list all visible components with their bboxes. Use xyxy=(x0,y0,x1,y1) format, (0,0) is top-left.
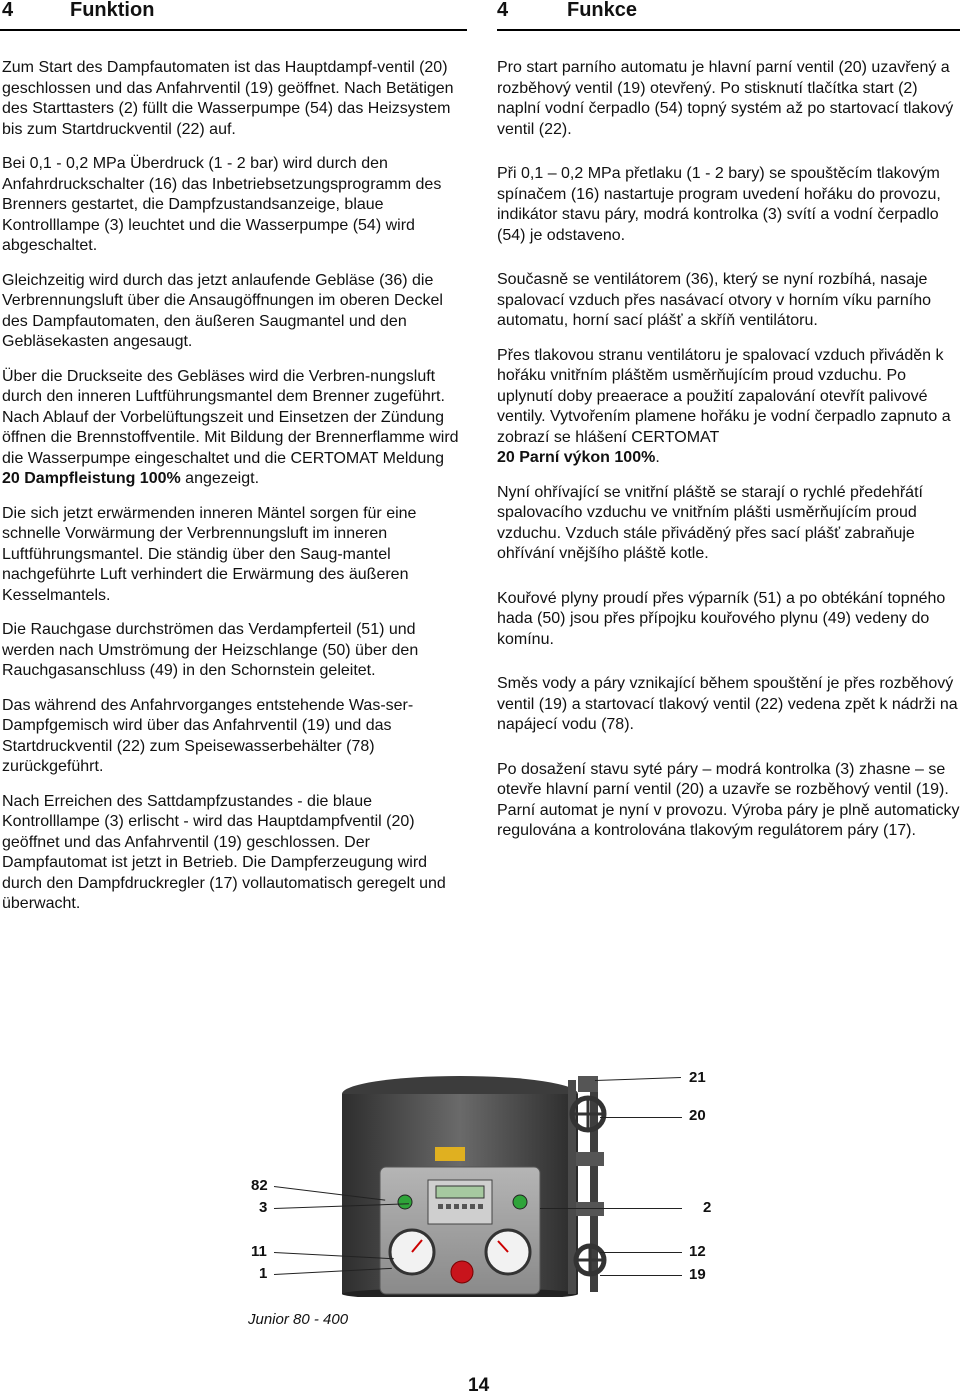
german-column xyxy=(2,58,464,929)
de-paragraph-6: Die Rauchgase durchströmen das Verdampferteil (51) und werden nach Umströmung der Heizschlange (50) über den Rauchgasanschluss (49) in den Schornstein geleitet. xyxy=(2,621,419,679)
callout-2: 2 xyxy=(703,1199,712,1216)
cz-paragraph-5: Nyní ohřívající se vnitřní pláště se starají o rychlé předehřátí spalovacího vzduchu ve vnitřním plášti usměrňujícím proud vzduchu. Vzduch stále přiváděný přes sací plášť zabraňuje ohřívání vnějšího pláště kotle. xyxy=(497,483,923,562)
callout-11: 11 xyxy=(251,1243,267,1260)
de-p4-text: Über die Druckseite des Gebläses wird die Verbren-nungsluft durch den inneren Luftführungsmantel dem Brenner zugeführt. Nach Ablauf der Vorbelüftungszeit und Einsetzen der Zündung öffnen die Brennstoffventile. Mit Bildung der Brennerflamme wird die Wasserpumpe eingeschaltet und die CERTOMAT Meldung xyxy=(2,367,459,467)
cz-paragraph-8: Po dosažení stavu syté páry – modrá kontrolka (3) zhasne – se otevře hlavní parní ventil (20) a uzavře se rozběhový ventil (19). xyxy=(497,760,949,798)
cz-paragraph-6: Kouřové plyny proudí přes výparník (51) a po obtékání topného hada (50) jsou přes přípojku kouřového plynu (49) vedeny do komínu. xyxy=(497,589,946,648)
steam-generator-figure xyxy=(340,1052,640,1297)
section-title-cz: Funkce xyxy=(567,0,638,21)
steam-generator-drawing xyxy=(340,1052,640,1297)
callout-19: 19 xyxy=(689,1266,706,1283)
safety-valve xyxy=(578,1076,598,1092)
green-lamp-right-icon xyxy=(513,1195,527,1209)
cz-paragraph-4 xyxy=(497,346,960,469)
cz-paragraph-1: Pro start parního automatu je hlavní parní ventil (20) uzavřený a rozběhový ventil (19) otevřený. Po stisknutí tlačítka start (2) naplní vodní čerpadlo (54) topný systém až po startovací tlakový ventil (22). xyxy=(497,59,954,138)
cz-p4-tail: . xyxy=(655,449,660,466)
callout-82: 82 xyxy=(251,1177,268,1194)
de-paragraph-3: Gleichzeitig wird durch das jetzt anlaufende Gebläse (36) die Verbrennungsluft über die Ansaugöffnungen im oberen Deckel des Dampfautomaten, den äußeren Saugmantel und den Gebläsekasten angesaugt. xyxy=(2,271,443,350)
header-rule-right xyxy=(497,29,960,31)
cz-paragraph-3: Současně se ventilátorem (36), který se nyní rozbíhá, nasaje spalovací vzduch přes nasávací otvory v horním víku parního automatu, horní sací plášť a skříň ventilátoru. xyxy=(497,271,931,329)
callout-line-20 xyxy=(600,1117,682,1118)
header-rule-left xyxy=(0,29,467,31)
de-paragraph-8: Nach Erreichen des Sattdampfzustandes - die blaue Kontrolllampe (3) erlischt - wird das Hauptdampfventil (20) geöffnet und das Anfahrventil (19) geschlossen. Der Dampfautomat ist jetzt in Betrieb. Die Dampferzeugung wird durch den Dampfdruckregler (17) vollautomatisch geregelt und überwacht. xyxy=(2,792,446,912)
de-paragraph-5: Die sich jetzt erwärmenden inneren Mäntel sorgen für eine schnelle Vorwärmung der Verbrennungsluft im inneren Luftführungsmantel. Die ständig über den Saug-mantel nachgeführte Luft verhindert die Erwärmung des äußeren Kesselmantels. xyxy=(2,504,417,604)
de-paragraph-2: Bei 0,1 - 0,2 MPa Überdruck (1 - 2 bar) wird durch den Anfahrdruckschalter (16) das Inbetriebsetzungsprogramm des Brenners gestartet, die Dampfzustandsanzeige, blaue Kontrolllampe (3) leuchtet und die Wasserpumpe (54) wird abgeschaltet. xyxy=(2,155,442,254)
de-paragraph-7: Das während des Anfahrvorganges entstehende Was-ser-Dampfgemisch wird über das Anfahrventil (19) und das Startdruckventil (22) zum Speisewasserbehälter (78) zurückgeführt. xyxy=(2,696,414,775)
callout-20: 20 xyxy=(689,1107,706,1124)
section-number-de: 4 xyxy=(2,0,14,21)
green-lamp-icon xyxy=(398,1195,412,1209)
section-number-cz: 4 xyxy=(497,0,509,21)
start-button-icon xyxy=(451,1261,473,1283)
cz-paragraph-2: Při 0,1 – 0,2 MPa přetlaku (1 - 2 bary) se spouštěcím tlakovým spínačem (16) nastartuje program uvedení hořáku do provozu, indikátor stavu páry, modrá kontrolka (3) svítí a vodní čerpadlo (54) je odstaveno. xyxy=(497,165,941,244)
cz-paragraph-7: Směs vody a páry vznikající během spouštění je přes rozběhový ventil (19) a startovací tlakový ventil (22) vedena zpět k nádrži na napájecí vodu (78). xyxy=(497,675,958,733)
callout-line-12 xyxy=(600,1252,682,1253)
callout-12: 12 xyxy=(689,1243,706,1260)
de-p4-tail: angezeigt. xyxy=(180,470,260,487)
callout-line-2 xyxy=(540,1208,682,1209)
callout-21: 21 xyxy=(689,1069,706,1086)
de-paragraph-4 xyxy=(2,367,464,490)
callout-3: 3 xyxy=(259,1199,268,1216)
callout-1: 1 xyxy=(259,1265,268,1282)
de-p4-bold: 20 Dampfleistung 100% xyxy=(2,470,181,487)
czech-column xyxy=(497,58,960,856)
callout-line-19 xyxy=(600,1275,682,1276)
cz-p4-text: Přes tlakovou stranu ventilátoru je spalovací vzduch přiváděn k hořáku vnitřním pláštěm usměrňujícím proud vzduchu. Po uplynutí doby preaerace a použití zapalování otevřít palivové ventily. Vytvořením plamene hořáku je vodní čerpadlo zapnuto a zobrazí se hlášení CERTOMAT xyxy=(497,346,951,446)
cz-p4-bold: 20 Parní výkon 100% xyxy=(497,449,656,466)
cz-paragraph-9: Parní automat je nyní v provozu. Výroba páry je plně automaticky regulována a kontrolována tlakovým regulátorem páry (17). xyxy=(497,801,960,839)
figure-caption: Junior 80 - 400 xyxy=(248,1311,349,1328)
de-paragraph-1: Zum Start des Dampfautomaten ist das Hauptdampf-ventil (20) geschlossen und das Anfahrventil (19) geöffnet. Nach Betätigen des Starttasters (2) füllt die Wasserpumpe (54) das Heizsystem bis zum Startdruckventil (22) auf. xyxy=(2,59,454,138)
logo-plate xyxy=(435,1147,465,1161)
page-number: 14 xyxy=(468,1375,490,1396)
section-title-de: Funktion xyxy=(70,0,155,21)
page-header xyxy=(0,0,960,28)
